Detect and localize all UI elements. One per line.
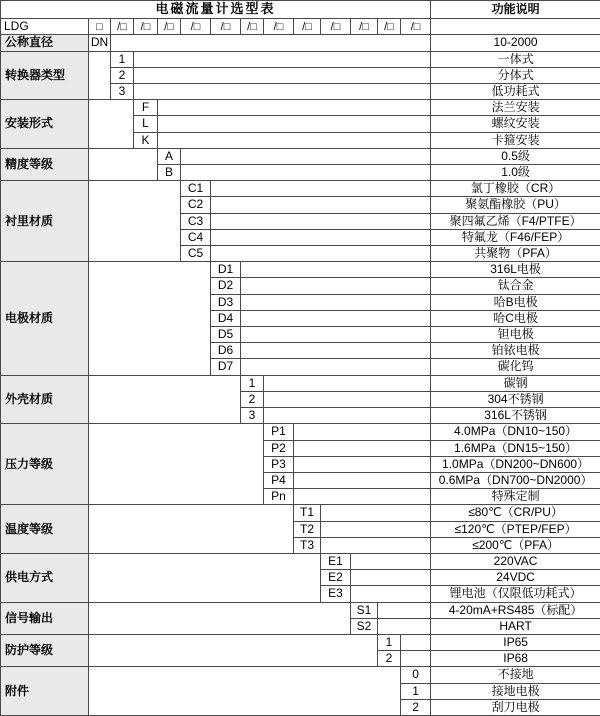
option-desc: 316L电极 [431, 262, 600, 278]
option-desc: ≤80℃（CR/PU） [431, 505, 600, 521]
option-code: D3 [211, 294, 241, 310]
model-box-cell: /□ [211, 19, 241, 35]
group-label-power-supply: 供电方式 [1, 553, 89, 602]
option-row [1, 424, 600, 440]
option-code: 2 [241, 391, 264, 407]
option-code: P1 [264, 424, 294, 440]
option-code: 2 [111, 67, 134, 83]
option-code: F [134, 100, 158, 116]
blank-cell [294, 424, 431, 440]
blank-cell [89, 100, 134, 149]
blank-cell [211, 246, 431, 262]
option-desc: 螺纹安装 [431, 116, 600, 132]
option-code: E3 [321, 586, 351, 602]
group-label-lining: 衬里材质 [1, 181, 89, 262]
option-desc: 哈C电极 [431, 310, 600, 326]
model-box-cell: /□ [241, 19, 264, 35]
option-desc: 10-2000 [431, 35, 600, 51]
option-desc: 4-20mA+RS485（标配） [431, 602, 600, 618]
group-label-pressure: 压力等级 [1, 424, 89, 505]
blank-cell [241, 359, 431, 375]
blank-cell [134, 84, 431, 100]
option-desc: HART [431, 618, 600, 634]
model-box-cell: /□ [181, 19, 211, 35]
blank-cell [89, 553, 321, 602]
option-code: 3 [241, 408, 264, 424]
option-code: 1 [378, 634, 401, 650]
blank-cell [401, 651, 431, 667]
option-code: C4 [181, 229, 211, 245]
blank-cell [264, 408, 431, 424]
model-box-cell: /□ [321, 19, 351, 35]
option-desc: IP68 [431, 651, 600, 667]
table-title: 电磁流量计选型表 [1, 1, 431, 19]
option-row [1, 634, 600, 650]
blank-cell [211, 229, 431, 245]
blank-cell [351, 586, 431, 602]
option-desc: 氯丁橡胶（CR） [431, 181, 600, 197]
group-label-accuracy: 精度等级 [1, 148, 89, 180]
blank-cell [158, 132, 431, 148]
blank-cell [401, 634, 431, 650]
blank-cell [294, 440, 431, 456]
option-code: P2 [264, 440, 294, 456]
blank-cell [89, 505, 294, 554]
option-desc: 碳钢 [431, 375, 600, 391]
blank-cell [211, 181, 431, 197]
option-desc: 锂电池（仅限低功耗式） [431, 586, 600, 602]
blank-cell [321, 505, 431, 521]
option-code: C2 [181, 197, 211, 213]
blank-cell [89, 424, 264, 505]
option-desc: ≤120℃（PTEP/FEP） [431, 521, 600, 537]
option-desc: 0.6MPa（DN700~DN2000） [431, 472, 600, 488]
group-label-electrode: 电极材质 [1, 262, 89, 375]
option-code: C3 [181, 213, 211, 229]
blank-cell [321, 521, 431, 537]
blank-cell [134, 67, 431, 83]
blank-cell [89, 148, 158, 180]
option-code: C5 [181, 246, 211, 262]
option-code: T3 [294, 537, 321, 553]
blank-cell [241, 343, 431, 359]
option-row [1, 100, 600, 116]
option-desc: 铂铱电极 [431, 343, 600, 359]
group-label-converter-type: 转换器类型 [1, 51, 89, 100]
option-code: P3 [264, 456, 294, 472]
model-box-cell: /□ [401, 19, 431, 35]
model-box-cell: /□ [158, 19, 181, 35]
option-code: K [134, 132, 158, 148]
option-desc: 钽电极 [431, 327, 600, 343]
blank-cell [294, 456, 431, 472]
option-row [1, 181, 600, 197]
option-code: T2 [294, 521, 321, 537]
option-desc: 0.5级 [431, 148, 600, 164]
option-code: A [158, 148, 181, 164]
option-desc: 4.0MPa（DN10~150） [431, 424, 600, 440]
option-code: 1 [241, 375, 264, 391]
blank-cell [241, 294, 431, 310]
option-row [1, 505, 600, 521]
blank-cell [264, 375, 431, 391]
blank-cell [241, 278, 431, 294]
blank-cell [89, 602, 351, 634]
blank-cell [351, 570, 431, 586]
option-code: B [158, 165, 181, 181]
option-desc: 接地电极 [431, 683, 600, 699]
blank-cell [294, 472, 431, 488]
header-row [1, 1, 600, 19]
option-code: C1 [181, 181, 211, 197]
option-row [1, 602, 600, 618]
model-box-cell: /□ [264, 19, 294, 35]
blank-cell [89, 634, 378, 666]
blank-cell [378, 602, 431, 618]
option-code: E1 [321, 553, 351, 569]
blank-cell [134, 51, 431, 67]
blank-cell [89, 262, 211, 375]
option-code: 0 [401, 667, 431, 683]
blank-cell [241, 310, 431, 326]
model-box-cell: □ [89, 19, 111, 35]
option-desc: 1.6MPa（DN15~150） [431, 440, 600, 456]
group-label-temperature: 温度等级 [1, 505, 89, 554]
option-desc: 聚四氟乙烯（F4/PTFE） [431, 213, 600, 229]
option-desc: 卡箍安装 [431, 132, 600, 148]
blank-cell [89, 51, 111, 100]
blank-cell [351, 553, 431, 569]
group-label-signal-output: 信号输出 [1, 602, 89, 634]
option-desc: 1.0级 [431, 165, 600, 181]
function-desc-header: 功能说明 [431, 1, 600, 19]
blank-cell [378, 618, 431, 634]
option-row [1, 51, 600, 67]
option-desc: 低功耗式 [431, 84, 600, 100]
group-label-diameter: 公称直径 [1, 35, 89, 51]
blank-cell [241, 327, 431, 343]
model-box-cell: /□ [294, 19, 321, 35]
blank-cell [181, 165, 431, 181]
option-row [1, 375, 600, 391]
option-code: E2 [321, 570, 351, 586]
diameter-row [1, 35, 600, 51]
option-code: T1 [294, 505, 321, 521]
model-box-cell: /□ [378, 19, 401, 35]
option-code: D4 [211, 310, 241, 326]
option-code: D1 [211, 262, 241, 278]
blank-cell [181, 148, 431, 164]
option-desc: 特氟龙（F46/FEP） [431, 229, 600, 245]
model-box-cell: /□ [111, 19, 134, 35]
option-code: L [134, 116, 158, 132]
blank-cell [241, 262, 431, 278]
option-row [1, 148, 600, 164]
option-row [1, 667, 600, 683]
blank-cell [431, 19, 600, 35]
option-desc: 304不锈钢 [431, 391, 600, 407]
option-code: DN [89, 35, 111, 51]
option-code: D6 [211, 343, 241, 359]
option-code: Pn [264, 489, 294, 505]
option-desc: 24VDC [431, 570, 600, 586]
option-code: S1 [351, 602, 378, 618]
blank-cell [158, 100, 431, 116]
group-label-accessories: 附件 [1, 667, 89, 716]
blank-cell [211, 213, 431, 229]
model-box-cell: /□ [351, 19, 378, 35]
option-desc: ≤200℃（PFA） [431, 537, 600, 553]
group-label-installation: 安装形式 [1, 100, 89, 149]
blank-cell [89, 375, 241, 424]
option-code: D5 [211, 327, 241, 343]
blank-cell [158, 116, 431, 132]
group-label-housing: 外壳材质 [1, 375, 89, 424]
option-code: P4 [264, 472, 294, 488]
model-prefix: LDG [1, 19, 89, 35]
option-desc: 分体式 [431, 67, 600, 83]
blank-cell [321, 537, 431, 553]
blank-cell [111, 35, 431, 51]
option-code: D7 [211, 359, 241, 375]
model-code-row [1, 19, 600, 35]
option-code: 2 [401, 699, 431, 715]
option-desc: 316L不锈钢 [431, 408, 600, 424]
blank-cell [211, 197, 431, 213]
option-desc: IP65 [431, 634, 600, 650]
option-desc: 钛合金 [431, 278, 600, 294]
option-row [1, 553, 600, 569]
option-desc: 聚氨酯橡胶（PU） [431, 197, 600, 213]
option-code: D2 [211, 278, 241, 294]
option-desc: 法兰安装 [431, 100, 600, 116]
option-desc: 特殊定制 [431, 489, 600, 505]
option-desc: 不接地 [431, 667, 600, 683]
blank-cell [294, 489, 431, 505]
option-desc: 哈B电极 [431, 294, 600, 310]
option-code: 1 [111, 51, 134, 67]
option-desc: 碳化钨 [431, 359, 600, 375]
model-box-cell: /□ [134, 19, 158, 35]
group-label-protection: 防护等级 [1, 634, 89, 666]
blank-cell [89, 181, 181, 262]
option-desc: 1.0MPa（DN200~DN600） [431, 456, 600, 472]
option-code: 3 [111, 84, 134, 100]
option-desc: 共聚物（PFA） [431, 246, 600, 262]
option-code: S2 [351, 618, 378, 634]
option-row [1, 262, 600, 278]
blank-cell [264, 391, 431, 407]
blank-cell [89, 667, 401, 716]
option-code: 1 [401, 683, 431, 699]
option-desc: 220VAC [431, 553, 600, 569]
option-desc: 一体式 [431, 51, 600, 67]
option-code: 2 [378, 651, 401, 667]
option-desc: 刮刀电极 [431, 699, 600, 715]
